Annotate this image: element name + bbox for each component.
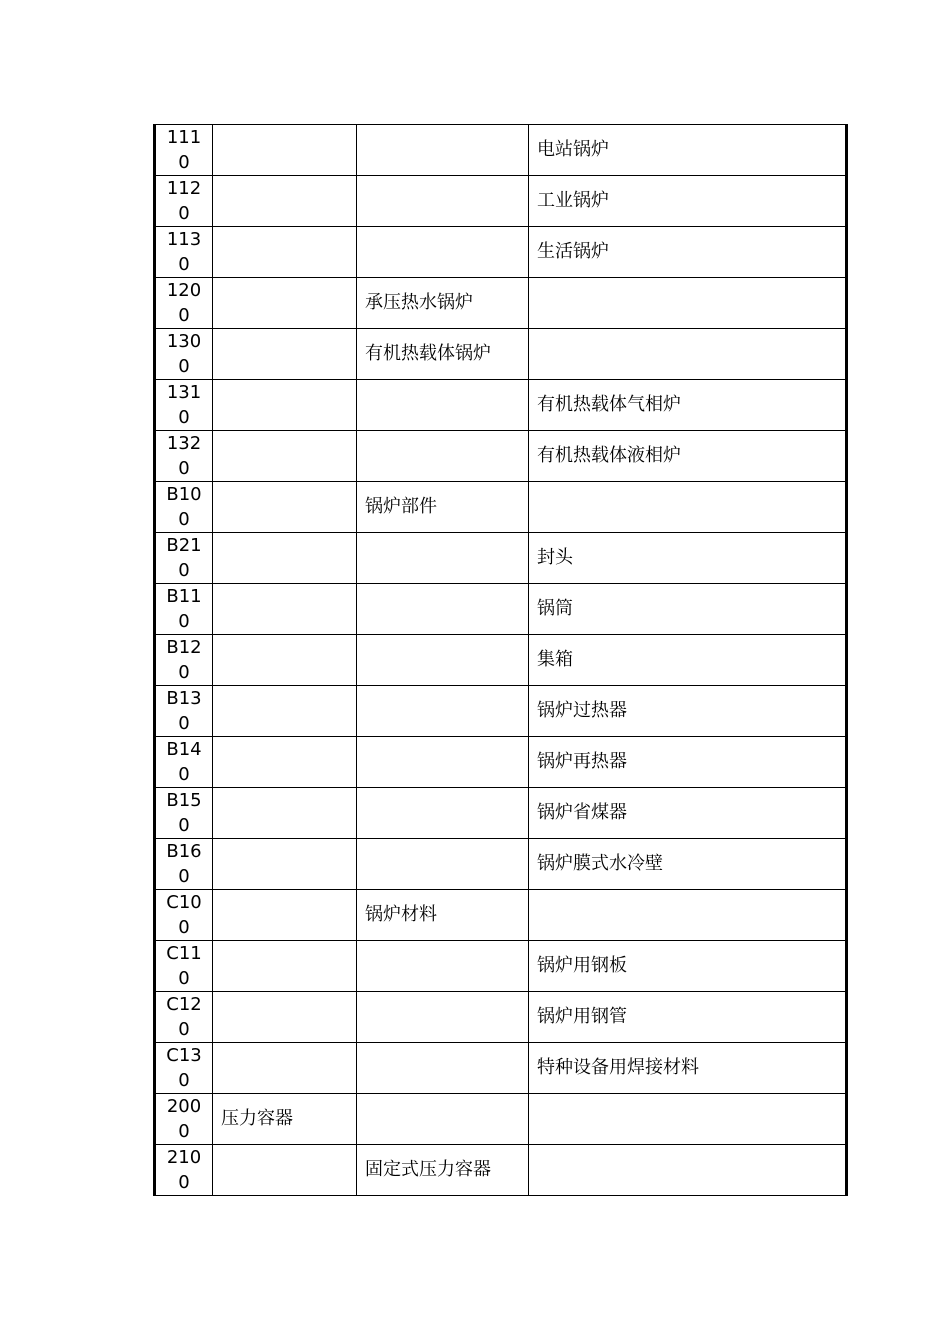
category-level3-cell: 生活锅炉 [529, 227, 847, 278]
category-level2-cell [357, 431, 529, 482]
category-level2-cell [357, 176, 529, 227]
category-level3-cell [529, 278, 847, 329]
category-level3-cell: 锅炉再热器 [529, 737, 847, 788]
category-level3-cell [529, 329, 847, 380]
category-level3-cell: 锅炉膜式水冷壁 [529, 839, 847, 890]
category-level3-cell [529, 890, 847, 941]
category-level2-cell: 锅炉材料 [357, 890, 529, 941]
category-level1-cell [213, 125, 357, 176]
category-level2-cell [357, 227, 529, 278]
category-level3-cell [529, 1094, 847, 1145]
category-level1-cell [213, 1145, 357, 1196]
category-level1-cell [213, 380, 357, 431]
category-level3-cell: 锅炉过热器 [529, 686, 847, 737]
equipment-category-table [153, 124, 848, 1196]
category-level1-cell [213, 635, 357, 686]
category-level2-cell [357, 686, 529, 737]
code-cell: 2000 [155, 1094, 213, 1145]
category-level2-cell: 有机热载体锅炉 [357, 329, 529, 380]
code-cell: B130 [155, 686, 213, 737]
category-level2-cell [357, 788, 529, 839]
category-level1-cell [213, 737, 357, 788]
category-level2-cell [357, 1094, 529, 1145]
code-cell: 1300 [155, 329, 213, 380]
category-level1-cell [213, 584, 357, 635]
code-cell: B160 [155, 839, 213, 890]
table-row [155, 584, 847, 635]
code-cell: 1200 [155, 278, 213, 329]
category-level2-cell: 锅炉部件 [357, 482, 529, 533]
table-row [155, 941, 847, 992]
category-level3-cell: 封头 [529, 533, 847, 584]
category-level3-cell: 锅炉省煤器 [529, 788, 847, 839]
category-level2-cell [357, 941, 529, 992]
category-level1-cell [213, 176, 357, 227]
table-row [155, 431, 847, 482]
code-cell: B210 [155, 533, 213, 584]
category-level2-cell [357, 125, 529, 176]
category-level1-cell [213, 431, 357, 482]
table-body [155, 125, 847, 1196]
table-row [155, 482, 847, 533]
category-level2-cell [357, 533, 529, 584]
category-level2-cell [357, 1043, 529, 1094]
table-row [155, 278, 847, 329]
code-cell: 1320 [155, 431, 213, 482]
table-row [155, 329, 847, 380]
category-level1-cell [213, 227, 357, 278]
category-level1-cell [213, 788, 357, 839]
code-cell: B110 [155, 584, 213, 635]
category-level1-cell [213, 329, 357, 380]
code-cell: B100 [155, 482, 213, 533]
code-cell: 1310 [155, 380, 213, 431]
table-row [155, 380, 847, 431]
category-level2-cell [357, 737, 529, 788]
code-cell: 1120 [155, 176, 213, 227]
code-cell: 2100 [155, 1145, 213, 1196]
table-row [155, 737, 847, 788]
category-level3-cell: 有机热载体液相炉 [529, 431, 847, 482]
table-row [155, 1043, 847, 1094]
code-cell: C110 [155, 941, 213, 992]
category-level3-cell: 有机热载体气相炉 [529, 380, 847, 431]
code-cell: 1110 [155, 125, 213, 176]
category-level3-cell: 工业锅炉 [529, 176, 847, 227]
code-cell: C100 [155, 890, 213, 941]
table-row [155, 839, 847, 890]
code-cell: C120 [155, 992, 213, 1043]
code-cell: B140 [155, 737, 213, 788]
category-level2-cell [357, 992, 529, 1043]
category-level1-cell [213, 278, 357, 329]
category-level3-cell [529, 1145, 847, 1196]
table-row [155, 788, 847, 839]
code-cell: C130 [155, 1043, 213, 1094]
category-level1-cell [213, 533, 357, 584]
code-cell: 1130 [155, 227, 213, 278]
category-level1-cell [213, 890, 357, 941]
category-level2-cell [357, 635, 529, 686]
category-level2-cell: 承压热水锅炉 [357, 278, 529, 329]
table-row [155, 635, 847, 686]
table-row [155, 890, 847, 941]
category-level1-cell [213, 839, 357, 890]
table-row [155, 533, 847, 584]
category-level3-cell: 锅筒 [529, 584, 847, 635]
table-row [155, 686, 847, 737]
table-row [155, 227, 847, 278]
category-level1-cell [213, 1043, 357, 1094]
table-row [155, 176, 847, 227]
category-level1-cell [213, 686, 357, 737]
table-row [155, 992, 847, 1043]
category-level2-cell [357, 584, 529, 635]
category-level3-cell: 特种设备用焊接材料 [529, 1043, 847, 1094]
category-level1-cell: 压力容器 [213, 1094, 357, 1145]
table-row [155, 125, 847, 176]
category-level3-cell: 集箱 [529, 635, 847, 686]
table-row [155, 1145, 847, 1196]
category-level3-cell: 电站锅炉 [529, 125, 847, 176]
category-level3-cell: 锅炉用钢板 [529, 941, 847, 992]
category-level2-cell [357, 380, 529, 431]
category-level1-cell [213, 941, 357, 992]
category-level1-cell [213, 992, 357, 1043]
code-cell: B150 [155, 788, 213, 839]
category-level2-cell [357, 839, 529, 890]
category-level2-cell: 固定式压力容器 [357, 1145, 529, 1196]
code-cell: B120 [155, 635, 213, 686]
category-level3-cell: 锅炉用钢管 [529, 992, 847, 1043]
table-row [155, 1094, 847, 1145]
category-level3-cell [529, 482, 847, 533]
category-level1-cell [213, 482, 357, 533]
